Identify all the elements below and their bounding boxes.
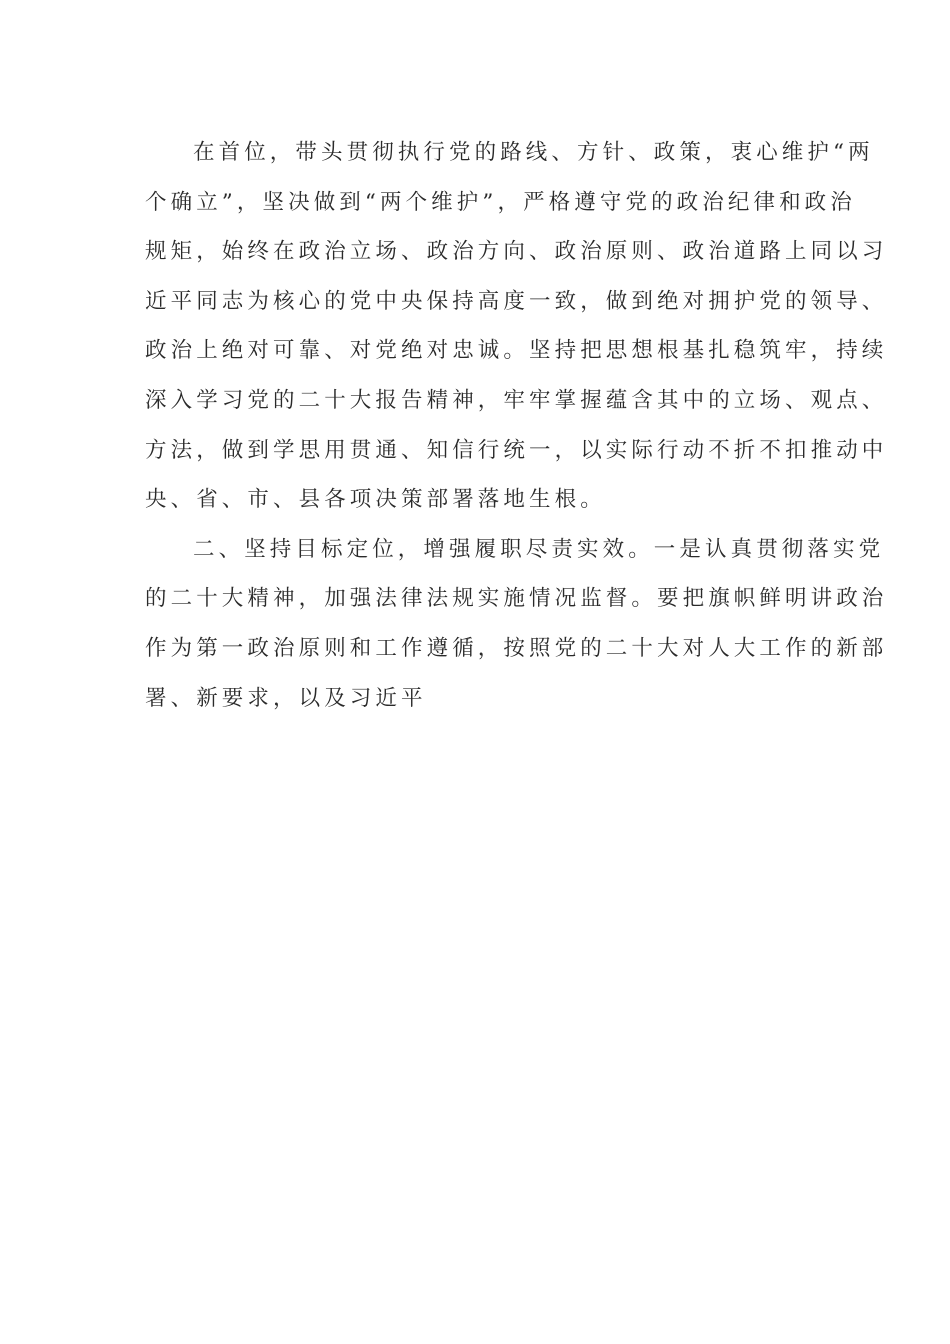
text-line: 个确立”，坚决做到“两个维护”，严格遵守党的政治纪律和政治 (145, 189, 856, 215)
text-line: 的二十大精神，加强法律法规实施情况监督。要把旗帜鲜明讲政治 (145, 586, 888, 612)
text-line: 署、新要求，以及习近平 (145, 685, 427, 711)
text-line: 近平同志为核心的党中央保持高度一致，做到绝对拥护党的领导、 (145, 288, 888, 314)
document-body (145, 128, 888, 723)
paragraph-2 (145, 525, 888, 723)
text-line: 规矩，始终在政治立场、政治方向、政治原则、政治道路上同以习 (145, 239, 888, 265)
text-line: 方法，做到学思用贯通、知信行统一，以实际行动不折不扣推动中 (145, 437, 888, 463)
text-line: 作为第一政治原则和工作遵循，按照党的二十大对人大工作的新部 (145, 635, 888, 661)
text-line: 二、坚持目标定位，增强履职尽责实效。一是认真贯彻落实党 (193, 536, 885, 562)
text-line: 央、省、市、县各项决策部署落地生根。 (145, 487, 606, 513)
text-line: 在首位，带头贯彻执行党的路线、方针、政策，衷心维护“两 (193, 140, 874, 165)
text-line: 政治上绝对可靠、对党绝对忠诚。坚持把思想根基扎稳筑牢，持续 (145, 338, 888, 364)
text-line: 深入学习党的二十大报告精神，牢牢掌握蕴含其中的立场、观点、 (145, 387, 888, 413)
paragraph-1 (145, 128, 888, 525)
